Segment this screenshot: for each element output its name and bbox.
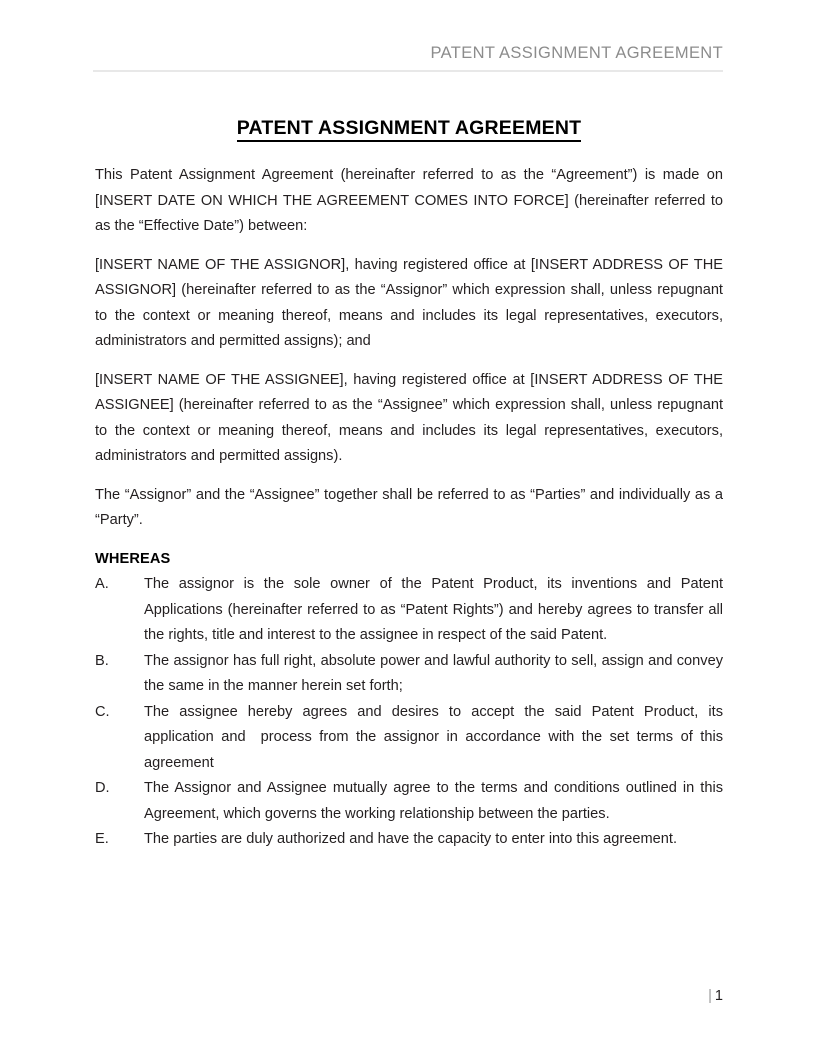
- paragraph-parties: The “Assignor” and the “Assignee” together shall be referred to as “Parties” and individually as a “Party”.: [95, 486, 723, 528]
- list-item: [95, 572, 728, 649]
- clause-text: The assignor has full right, absolute power and lawful authority to sell, assign and convey the same in the manner herein set forth;: [144, 652, 728, 694]
- paragraph-assignor: [INSERT NAME OF THE ASSIGNOR], having registered office at [INSERT ADDRESS OF THE ASSIGNOR] (hereinafter referred to as the “Assignor” which expression shall, unless repugnant to the context or meaning thereof, means and includes its legal representatives, executors, administrators and permitted assigns); and: [95, 256, 723, 349]
- clause-text: The assignor is the sole owner of the Patent Product, its inventions and Patent Applications (hereinafter referred to as “Patent Rights”) and hereby agrees to transfer all the rights, title and interest to the assignee in respect of the said Patent.: [144, 576, 728, 643]
- header-divider-rule: [93, 70, 723, 72]
- clause-marker: D.: [95, 780, 110, 796]
- footer-page-number: 1: [714, 988, 723, 1004]
- list-item: [95, 776, 727, 827]
- list-item: [95, 649, 728, 700]
- page-footer: [95, 988, 723, 1004]
- clause-marker: E.: [95, 831, 109, 847]
- page-title: [95, 117, 723, 140]
- footer-separator: |: [708, 988, 712, 1004]
- paragraph-assignee: [INSERT NAME OF THE ASSIGNEE], having registered office at [INSERT ADDRESS OF THE ASSIGNEE] (hereinafter referred to as the “Assignee” which expression shall, unless repugnant to the context or meaning thereof, means and includes its legal representatives, executors, administrators and permitted assigns).: [95, 371, 723, 464]
- list-item: [95, 827, 723, 853]
- paragraph-preamble: This Patent Assignment Agreement (hereinafter referred to as the “Agreement”) is made on [INSERT DATE ON WHICH THE AGREEMENT COMES INTO FORCE] (hereinafter referred to as the “Effective Date”) between:: [95, 167, 723, 234]
- clause-marker: A.: [95, 576, 109, 592]
- list-item: [95, 700, 728, 777]
- document-body: [95, 163, 728, 853]
- running-header: [95, 44, 723, 63]
- running-header-text: PATENT ASSIGNMENT AGREEMENT: [430, 44, 723, 62]
- clause-text: The assignee hereby agrees and desires to accept the said Patent Product, its application and process from the assignor in accordance with the set terms of this agreement: [144, 703, 728, 771]
- whereas-heading: WHEREAS: [95, 550, 171, 567]
- clause-text: The parties are duly authorized and have the capacity to enter into this agreement.: [144, 831, 677, 847]
- whereas-clause-list: [95, 572, 728, 853]
- clause-marker: B.: [95, 652, 109, 669]
- clause-marker: C.: [95, 703, 110, 720]
- page-title-text: PATENT ASSIGNMENT AGREEMENT: [237, 117, 582, 142]
- clause-text: The Assignor and Assignee mutually agree to the terms and conditions outlined in this Agreement, which governs the working relationship between the parties.: [144, 780, 727, 822]
